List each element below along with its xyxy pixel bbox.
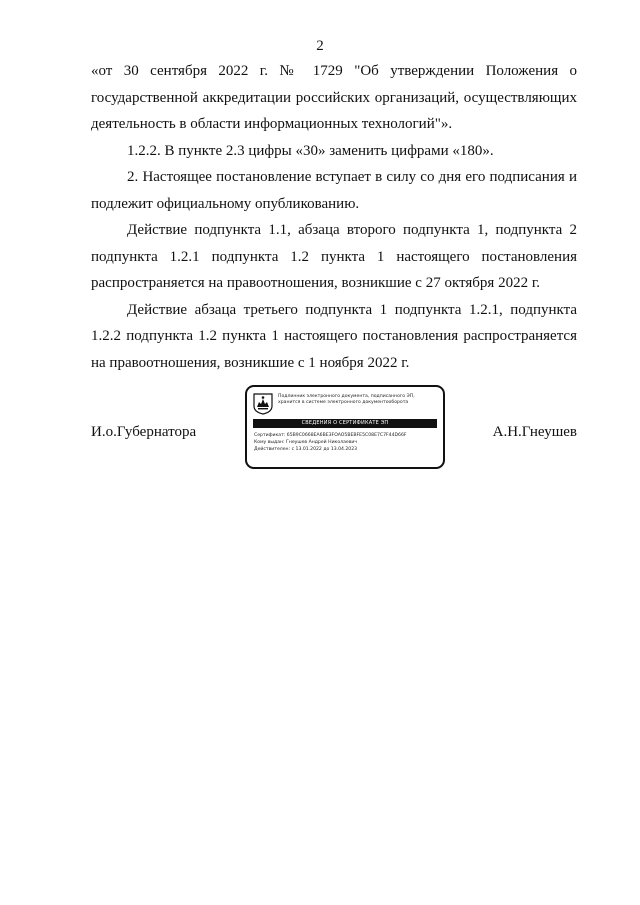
signer-position: И.о.Губернатора <box>91 424 197 440</box>
stamp-header-line-1: Подлинник электронного документа, подписанного ЭП, <box>278 394 415 399</box>
page-number: 2 <box>316 38 324 54</box>
coat-of-arms-icon <box>253 393 273 415</box>
paragraph-2: 2. Настоящее постановление вступает в силу со дня его подписания и подлежит официальному опубликованию. <box>91 169 577 212</box>
stamp-validity: Действителен: с 13.01.2022 до 13.04.2023 <box>254 447 358 452</box>
signature-block <box>91 385 577 477</box>
paragraph-1-2-2: 1.2.2. В пункте 2.3 цифры «30» заменить цифрами «180». <box>127 142 494 159</box>
stamp-issued-to: Кому выдан: Гнеушев Андрей Николаевич <box>254 440 358 445</box>
paragraph-quote: «от 30 сентября 2022 г. № 1729 "Об утверждении Положения о государственной аккредитации российских организаций, осуществляющих деятельность в области информационных технологий"». <box>91 63 577 132</box>
stamp-title-bar: СВЕДЕНИЯ О СЕРТИФИКАТЕ ЭП <box>253 419 437 428</box>
paragraph-effect-1: Действие подпункта 1.1, абзаца второго подпункта 1, подпункта 2 подпункта 1.2.1 подпункта 1.2 пункта 1 настоящего постановления распространяется на правоотношения, возникшие с 27 октября 2022 г. <box>91 222 577 291</box>
paragraph-effect-2: Действие абзаца третьего подпункта 1 подпункта 1.2.1, подпункта 1.2.2 подпункта 1.2 пункта 1 настоящего постановления распространяется на правоотношения, возникшие с 1 ноября 2022 г. <box>91 301 577 371</box>
document-body <box>91 58 577 376</box>
stamp-header-line-2: хранится в системе электронного документооборота <box>278 400 409 405</box>
signer-name: А.Н.Гнеушев <box>492 424 577 440</box>
stamp-header <box>278 394 442 406</box>
stamp-details <box>254 432 438 453</box>
electronic-signature-stamp <box>245 385 445 469</box>
stamp-certificate: Сертификат: 65B9C0668EA6BE3FOAO5BEBFE5C08E7C7F44D66F <box>254 433 407 438</box>
